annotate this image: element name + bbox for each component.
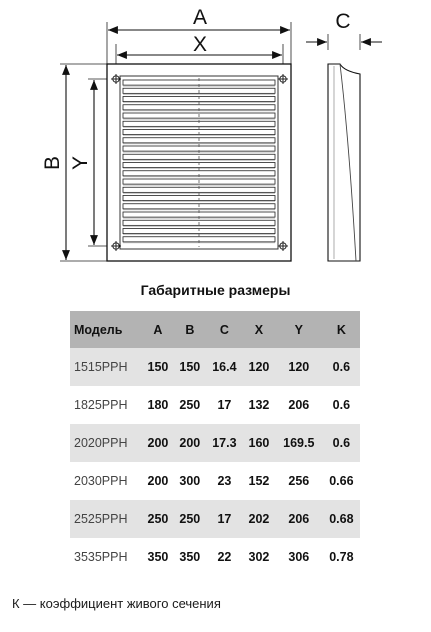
value-cell: 0.78 (329, 550, 354, 564)
value-cell: 17.3 (206, 424, 243, 462)
value-cell: 0.66 (329, 474, 354, 488)
value-cell: 256 (288, 474, 310, 488)
table-header-row (70, 311, 360, 348)
value-cell: 23 (217, 474, 232, 488)
table-row (70, 500, 360, 538)
value-cell: 22 (217, 550, 232, 564)
value-cell: 0.6 (332, 398, 351, 412)
value-cell: 200 (142, 424, 174, 462)
header-c: C (206, 311, 243, 348)
value-cell: 180 (147, 398, 169, 412)
value-cell: 200 (174, 424, 206, 462)
value-cell: 17 (206, 500, 243, 538)
dim-y-label: Y (69, 155, 92, 171)
value-cell: 169.5 (275, 424, 323, 462)
grille-technical-drawing (0, 0, 431, 290)
value-cell: 300 (179, 474, 201, 488)
header-x: X (243, 311, 275, 348)
value-cell: 250 (179, 398, 201, 412)
model-cell: 2020PPH (70, 424, 142, 462)
value-cell: 150 (142, 348, 174, 386)
dimensions-table (70, 311, 360, 576)
model-cell: 2525PPH (70, 500, 142, 538)
value-cell: 350 (179, 550, 201, 564)
model-cell: 2030PPH (74, 474, 128, 488)
model-cell: 3535PPH (74, 550, 128, 564)
value-cell: 306 (288, 550, 310, 564)
dim-b-label: B (41, 155, 64, 171)
value-cell: 302 (248, 550, 270, 564)
footnote: К — коэффициент живого сечения (12, 596, 221, 611)
grille-side-profile (328, 64, 360, 261)
value-cell: 350 (147, 550, 169, 564)
value-cell: 250 (142, 500, 174, 538)
value-cell: 0.6 (323, 348, 360, 386)
table-title: Габаритные размеры (140, 282, 291, 298)
value-cell: 206 (288, 398, 310, 412)
model-cell: 1515PPH (70, 348, 142, 386)
dim-x-label: X (192, 33, 208, 56)
value-cell: 16.4 (206, 348, 243, 386)
value-cell: 150 (174, 348, 206, 386)
value-cell: 132 (248, 398, 270, 412)
value-cell: 160 (243, 424, 275, 462)
value-cell: 17 (217, 398, 232, 412)
header-a: A (142, 311, 174, 348)
value-cell: 200 (147, 474, 169, 488)
value-cell: 120 (243, 348, 275, 386)
grille-front-view (107, 64, 291, 261)
value-cell: 120 (275, 348, 323, 386)
table-row (70, 538, 360, 576)
header-b: B (174, 311, 206, 348)
value-cell: 152 (248, 474, 270, 488)
header-k: K (323, 311, 360, 348)
value-cell: 250 (174, 500, 206, 538)
table-row (70, 348, 360, 386)
header-y: Y (275, 311, 323, 348)
table-row (70, 386, 360, 424)
dim-a-label: A (192, 6, 208, 29)
value-cell: 202 (243, 500, 275, 538)
header-model: Модель (70, 311, 142, 348)
table-row (70, 462, 360, 500)
model-cell: 1825PPH (74, 398, 128, 412)
table-row (70, 424, 360, 462)
value-cell: 0.68 (323, 500, 360, 538)
value-cell: 206 (275, 500, 323, 538)
value-cell: 0.6 (323, 424, 360, 462)
dim-c-label: C (335, 10, 351, 33)
